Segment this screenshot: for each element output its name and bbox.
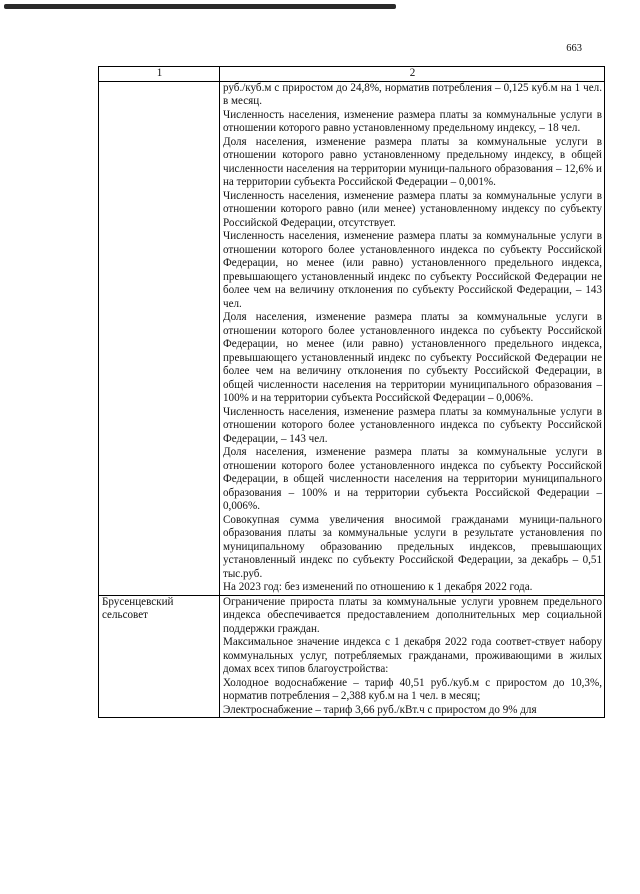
table-row	[99, 81, 605, 595]
paragraph: Максимальное значение индекса с 1 декабря 2022 года соответ-ствует набору коммунальных услуг, потребляемых гражданами, проживающими в жилых домах всех типов благоустройства:	[223, 636, 602, 675]
scan-edge-bar	[4, 4, 396, 9]
paragraph: Доля населения, изменение размера платы за коммунальные услуги в отношении которого более установленного индекса по субъекту Российской Федерации, в общей численности населения на территории муниципального образования – 100% и на территории субъекта Российской Федерации – 0,006%.	[223, 446, 602, 512]
paragraph: руб./куб.м с приростом до 24,8%, норматив потребления – 0,125 куб.м на 1 чел. в месяц.	[223, 81, 602, 107]
paragraph: Численность населения, изменение размера платы за коммунальные услуги в отношении которого более установленного индекса по субъекту Российской Федерации, но менее (или равно) установленного предельного индекса, превышающего установленный индекс по субъекту Российской Федерации не более чем на величину отклонения по субъекту Российской Федерации, – 143 чел.	[223, 230, 602, 310]
document-table	[98, 66, 605, 718]
table-row	[99, 595, 605, 718]
page-number: 663	[566, 43, 582, 54]
paragraph: Численность населения, изменение размера платы за коммунальные услуги в отношении которого равно установленному предельному индексу, – 18 чел.	[223, 108, 602, 134]
row-2-left-cell	[99, 595, 220, 718]
paragraph: Совокупная сумма увеличения вносимой гражданами муници-пального образования платы за коммунальные услуги в результате установления по муниципальному образованию предельных индексов, превышающих установленный индекс по субъекту Российской Федерации, за декабрь – 0,51 тыс.руб.	[223, 513, 602, 580]
paragraph: Численность населения, изменение размера платы за коммунальные услуги в отношении которого равно (или менее) установленному индексу по субъекту Российской Федерации, отсутствует.	[223, 189, 602, 229]
header-col-1: 1	[99, 67, 220, 82]
header-col-2: 2	[220, 67, 605, 82]
table-header-row	[99, 67, 605, 82]
paragraph: На 2023 год: без изменений по отношению к 1 декабря 2022 года.	[223, 581, 533, 593]
paragraph: Холодное водоснабжение – тариф 40,51 руб./куб.м с приростом до 10,3%, норматив потребления – 2,388 куб.м на 1 чел. в месяц;	[223, 676, 602, 702]
paragraph: Численность населения, изменение размера платы за коммунальные услуги в отношении которого более установленного индекса по субъекту Российской Федерации, – 143 чел.	[223, 405, 602, 445]
municipality-name-line: Брусенцевский	[102, 595, 174, 608]
row-1-right-cell	[220, 81, 605, 595]
paragraph: Доля населения, изменение размера платы за коммунальные услуги в отношении которого равно установленному предельному индексу, в общей численности населения на территории муници-пального образования – 12,6% и на территории субъекта Российской Федерации – 0,001%.	[223, 135, 602, 188]
municipality-name-line: сельсовет	[102, 609, 148, 621]
paragraph: Ограничение прироста платы за коммунальные услуги уровнем предельного индекса обеспечивается предоставлением дополнительных мер социальной поддержки граждан.	[223, 595, 602, 635]
row-1-left-cell	[99, 81, 220, 595]
row-2-right-cell	[220, 595, 605, 718]
paragraph: Электроснабжение – тариф 3,66 руб./кВт.ч с приростом до 9% для	[223, 703, 537, 716]
paragraph: Доля населения, изменение размера платы за коммунальные услуги в отношении которого более установленного индекса по субъекту Российской Федерации, но менее (или равно) установленного предельного индекса, превышающего установленный индекс по субъекту Российской Федерации не более чем на величину отклонения по субъекту Российской Федерации, в общей численности населения на территории муниципального образования – 100% и на территории субъекта Российской Федерации – 0,006%.	[223, 311, 602, 404]
